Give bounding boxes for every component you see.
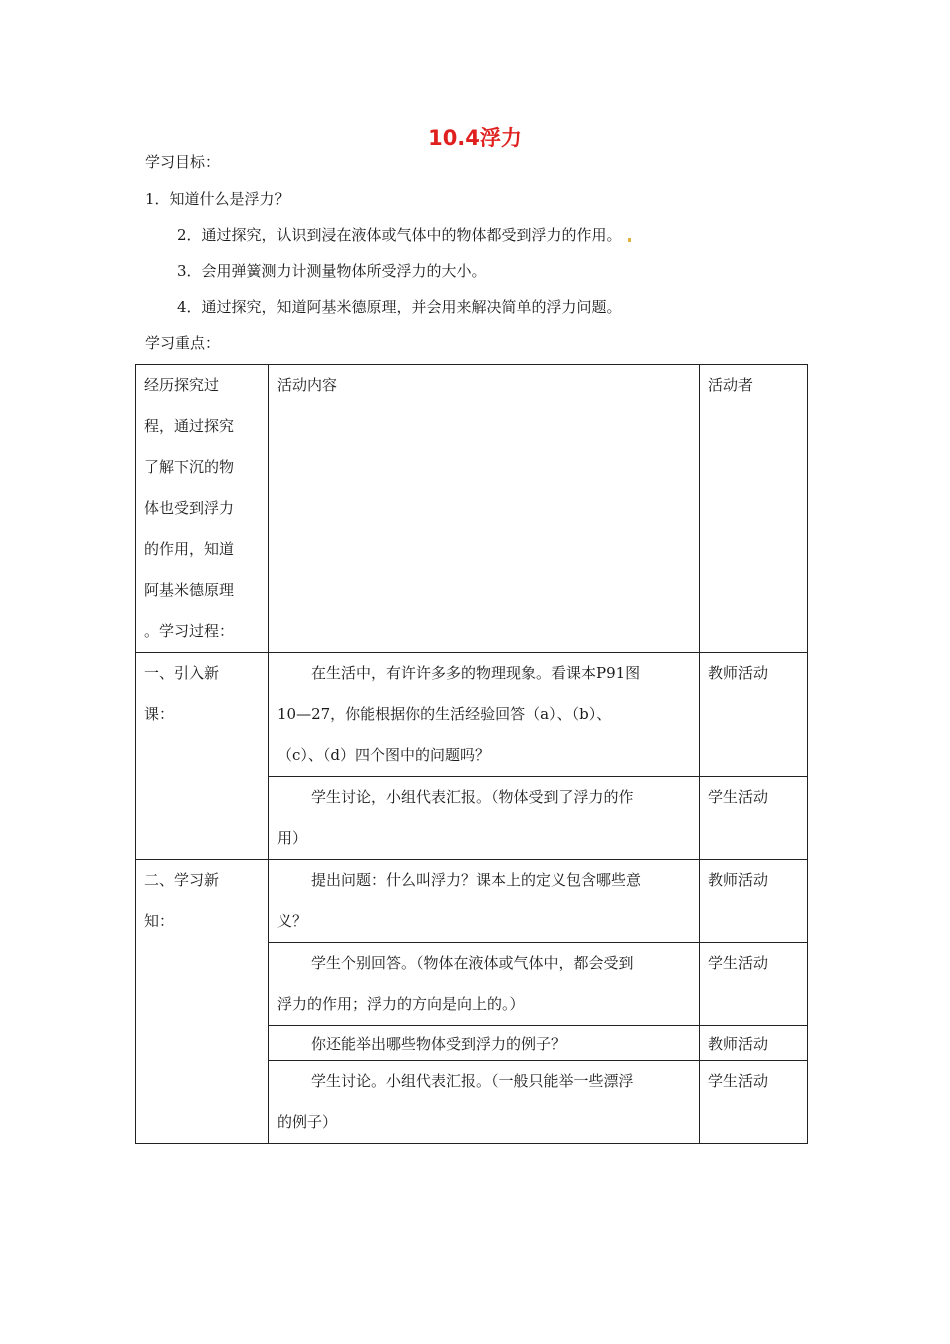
table-row	[136, 653, 808, 777]
content-line: 的例子）	[277, 1113, 338, 1131]
key-points-heading: 学习重点：	[145, 334, 221, 352]
content-line: 你还能举出哪些物体受到浮力的例子？	[311, 1035, 567, 1053]
actor-cell: 学生活动	[700, 943, 808, 1026]
actor-cell: 教师活动	[700, 860, 808, 943]
header-col1-line: 阿基米德原理	[144, 581, 235, 599]
section-label-1	[136, 653, 269, 860]
header-col1-cell	[136, 365, 269, 653]
actor-cell: 教师活动	[700, 1026, 808, 1061]
content-line: 在生活中，有许许多多的物理现象。看课本P91图	[311, 664, 641, 682]
header-col1-line: 体也受到浮力	[144, 499, 235, 517]
objective-3: 3．会用弹簧测力计测量物体所受浮力的大小。	[177, 262, 487, 280]
activity-content-cell	[269, 860, 700, 943]
objective-4: 4．通过探究，知道阿基米德原理，并会用来解决简单的浮力问题。	[177, 298, 622, 316]
activity-content-cell	[269, 777, 700, 860]
content-line: 提出问题：什么叫浮力？课本上的定义包含哪些意	[311, 871, 642, 889]
objectives-heading: 学习目标：	[145, 153, 221, 171]
activity-content-cell	[269, 1061, 700, 1144]
actor-cell: 学生活动	[700, 1061, 808, 1144]
actor-cell: 教师活动	[700, 653, 808, 777]
table-header-row	[136, 365, 808, 653]
content-line: （c）、（d）四个图中的问题吗？	[277, 746, 491, 764]
table-row	[136, 860, 808, 943]
objective-2-text: 2．通过探究，认识到浸在液体或气体中的物体都受到浮力的作用。	[177, 226, 622, 244]
activity-content-cell	[269, 653, 700, 777]
activity-content-cell	[269, 1026, 700, 1061]
content-line: 学生讨论，小组代表汇报。（物体受到了浮力的作	[311, 788, 634, 806]
header-activity-content: 活动内容	[269, 365, 700, 653]
section-label-line: 一、引入新	[144, 664, 220, 682]
section-label-line: 知：	[144, 912, 175, 930]
header-actor: 活动者	[700, 365, 808, 653]
content-line: 学生讨论。小组代表汇报。（一般只能举一些漂浮	[311, 1072, 634, 1090]
content-line: 浮力的作用；浮力的方向是向上的。）	[277, 995, 525, 1013]
header-col1-line: 。学习过程：	[144, 622, 235, 640]
header-col1-line: 了解下沉的物	[144, 458, 235, 476]
highlight-mark	[628, 238, 631, 242]
lesson-process-table	[135, 364, 808, 1144]
page-title: 10.4浮力	[428, 126, 522, 150]
section-label-line: 二、学习新	[144, 871, 220, 889]
header-col1-line: 的作用，知道	[144, 540, 235, 558]
activity-content-cell	[269, 943, 700, 1026]
objective-2	[177, 225, 631, 245]
header-col1-line: 程，通过探究	[144, 417, 235, 435]
actor-cell: 学生活动	[700, 777, 808, 860]
section-label-line: 课：	[144, 705, 175, 723]
section-label-2	[136, 860, 269, 1144]
header-col1-line: 经历探究过	[144, 376, 220, 394]
objective-1: 1．知道什么是浮力？	[145, 190, 290, 208]
content-line: 用）	[277, 829, 308, 847]
content-line: 义？	[277, 912, 308, 930]
content-line: 学生个别回答。（物体在液体或气体中，都会受到	[311, 954, 634, 972]
content-line: 10—27，你能根据你的生活经验回答（a）、（b）、	[277, 705, 612, 723]
